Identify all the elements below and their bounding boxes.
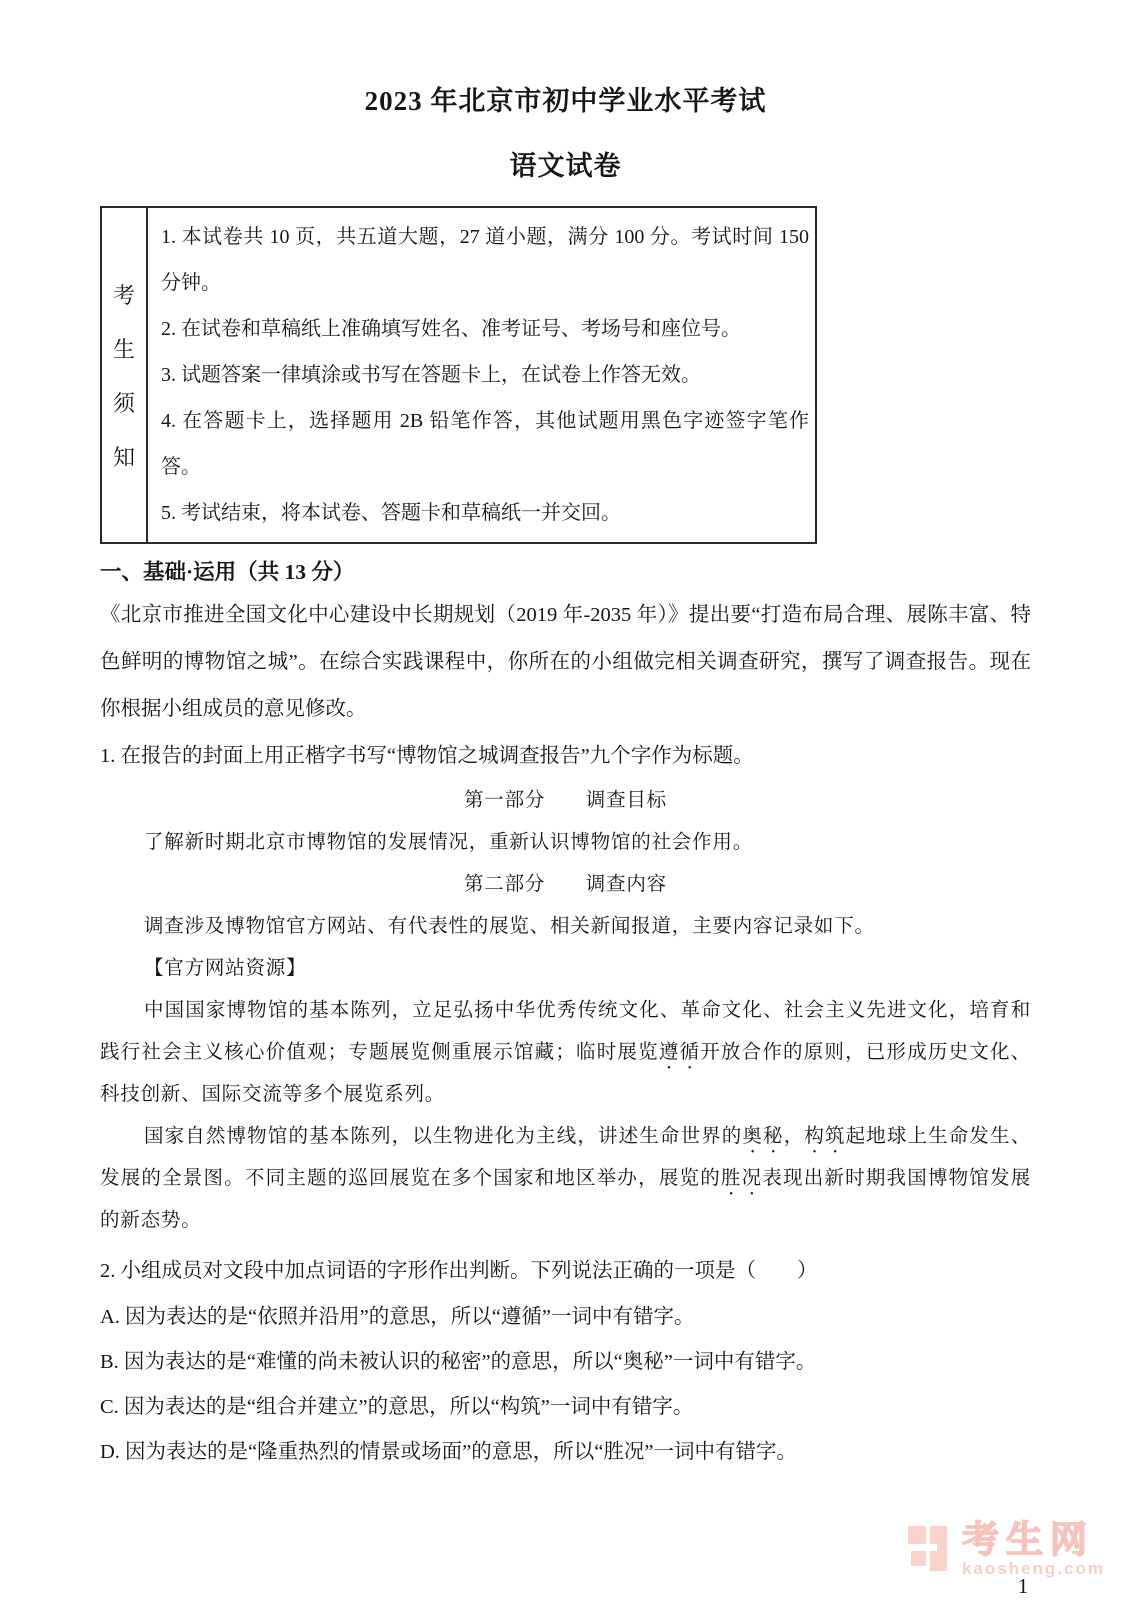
paragraph-text: 中国国家博物馆的基本陈列，立足弘扬中华优秀传统文化、革命文化、社会主义先进文化，培育和践行社会主义核心价值观；专题展览侧重展示馆藏；临时展览 bbox=[100, 1000, 1031, 1063]
emphasized-word: 奥秘 bbox=[742, 1126, 784, 1147]
paragraph-text: 表现出新时期我国博物馆发展的新态势。 bbox=[100, 1168, 1031, 1231]
candidate-notice-box bbox=[100, 206, 817, 544]
notice-item-3: 3. 试题答案一律填涂或书写在答题卡上，在试卷上作答无效。 bbox=[161, 364, 701, 386]
emphasized-word: 遵循 bbox=[658, 1042, 701, 1063]
notice-side-char: 须 bbox=[112, 390, 135, 416]
watermark bbox=[908, 1522, 1105, 1578]
museum-paragraph-1 bbox=[100, 990, 1031, 1116]
emphasized-word: 构筑 bbox=[804, 1126, 846, 1147]
page-title: 2023 年北京市初中学业水平考试 bbox=[364, 86, 767, 116]
question-1: 1. 在报告的封面上用正楷字书写“博物馆之城调查报告”九个字作为标题。 bbox=[100, 745, 754, 767]
emphasized-word: 胜况 bbox=[720, 1168, 763, 1189]
watermark-text bbox=[962, 1522, 1105, 1578]
museum-paragraph-2 bbox=[100, 1116, 1031, 1242]
page-number: 1 bbox=[1017, 1574, 1029, 1598]
question-2-stem: 2. 小组成员对文段中加点词语的字形作出判断。下列说法正确的一项是（ ） bbox=[100, 1260, 818, 1282]
paragraph-text: 开放合作的原则，已形成历史文化、科技创新、国际交流等多个展览系列。 bbox=[100, 1042, 1031, 1105]
paragraph-text: ， bbox=[783, 1126, 805, 1147]
paragraph-text: 国家自然博物馆的基本陈列，以生物进化为主线，讲述生命世界的 bbox=[144, 1126, 743, 1147]
report-part1-body: 了解新时期北京市博物馆的发展情况，重新认识博物馆的社会作用。 bbox=[144, 832, 754, 853]
notice-side-char: 考 bbox=[112, 282, 135, 308]
kaosheng-logo-icon bbox=[908, 1524, 948, 1571]
report-part2-heading: 第二部分 调查内容 bbox=[463, 874, 667, 895]
notice-item-5: 5. 考试结束，将本试卷、答题卡和草稿纸一并交回。 bbox=[161, 502, 621, 524]
website-resource-label: 【官方网站资源】 bbox=[144, 958, 307, 979]
report-part1-heading: 第一部分 调查目标 bbox=[463, 790, 667, 811]
intro-paragraph: 《北京市推进全国文化中心建设中长期规划（2019 年-2035 年）》提出要“打造布局合理、展陈丰富、特色鲜明的博物馆之城”。在综合实践课程中，你所在的小组做完相关调查研究，撰写了调查报告。现在你根据小组成员的意见修改。 bbox=[100, 604, 1031, 720]
watermark-site-name: 考生网 bbox=[961, 1520, 1094, 1561]
question-2-option-c: C. 因为表达的是“组合并建立”的意思，所以“构筑”一词中有错字。 bbox=[100, 1396, 694, 1418]
notice-side-char: 知 bbox=[112, 444, 135, 470]
paragraph-text: 起地球上生命发生、发展的全景图。不同主题的巡回展览在多个国家和地区举办，展览的 bbox=[100, 1126, 1032, 1189]
watermark-site-url: kaosheng.com bbox=[961, 1559, 1105, 1578]
notice-item-1: 1. 本试卷共 10 页，共五道大题，27 道小题，满分 100 分。考试时间 150 分钟。 bbox=[161, 226, 809, 294]
question-2-option-a: A. 因为表达的是“依照并沿用”的意思，所以“遵循”一词中有错字。 bbox=[100, 1306, 695, 1328]
question-2-option-d: D. 因为表达的是“隆重热烈的情景或场面”的意思，所以“胜况”一词中有错字。 bbox=[100, 1441, 797, 1463]
notice-item-2: 2. 在试卷和草稿纸上准确填写姓名、准考证号、考场号和座位号。 bbox=[161, 318, 741, 340]
question-2-option-b: B. 因为表达的是“难懂的尚未被认识的秘密”的意思，所以“奥秘”一词中有错字。 bbox=[100, 1351, 817, 1373]
report-part2-intro: 调查涉及博物馆官方网站、有代表性的展览、相关新闻报道，主要内容记录如下。 bbox=[144, 916, 875, 937]
section-heading: 一、基础·运用（共 13 分） bbox=[100, 560, 355, 584]
notice-item-4: 4. 在答题卡上，选择题用 2B 铅笔作答，其他试题用黑色字迹签字笔作答。 bbox=[161, 410, 809, 478]
notice-side-label bbox=[102, 208, 148, 542]
notice-items bbox=[148, 208, 815, 542]
notice-side-char: 生 bbox=[112, 336, 135, 362]
page-subtitle: 语文试卷 bbox=[509, 151, 622, 181]
